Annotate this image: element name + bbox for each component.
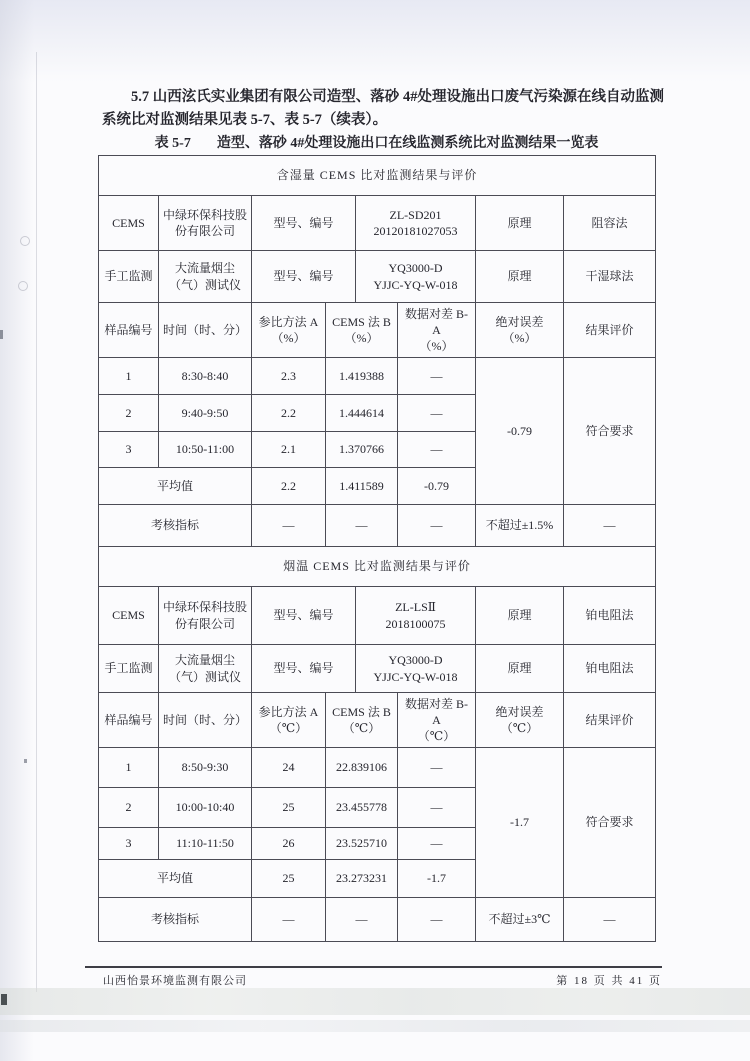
company-cell: 中绿环保科技股份有限公司 bbox=[159, 196, 252, 251]
cems-value-cell: 23.525710 bbox=[326, 828, 398, 860]
abs-limit-cell: 不超过±3℃ bbox=[476, 898, 564, 942]
footer-page-number: 第 18 页 共 41 页 bbox=[556, 975, 662, 987]
col-header-sample-no: 样品编号 bbox=[99, 693, 159, 748]
model-line: ZL-LSⅡ bbox=[395, 600, 436, 615]
table-header-row bbox=[99, 693, 656, 748]
time-cell: 11:10-11:50 bbox=[159, 828, 252, 860]
cems-value-cell: 1.444614 bbox=[326, 395, 398, 432]
table-row bbox=[99, 547, 656, 587]
table-row bbox=[99, 196, 656, 251]
cems-label-cell: CEMS bbox=[99, 196, 159, 251]
section-heading: 5.7 山西泫氏实业集团有限公司造型、落砂 4#处理设施出口废气污染源在线自动监测系统比对监测结果见表 5-7、表 5-7（续表）。 bbox=[102, 89, 664, 128]
ref-value-cell: 26 bbox=[252, 828, 326, 860]
col-header-result: 结果评价 bbox=[564, 303, 656, 358]
cems-value-cell: 1.419388 bbox=[326, 358, 398, 395]
sample-no-cell: 1 bbox=[99, 748, 159, 788]
model-line: YJJC-YQ-W-018 bbox=[373, 669, 458, 684]
model-line: 2018100075 bbox=[385, 616, 446, 631]
time-cell: 8:50-9:30 bbox=[159, 748, 252, 788]
average-label-cell: 平均值 bbox=[99, 860, 252, 898]
col-header-diff: 数据对差 B-A （%） bbox=[398, 303, 476, 358]
diff-value-cell: — bbox=[398, 748, 476, 788]
model-line: YJJC-YQ-W-018 bbox=[373, 277, 458, 292]
diff-value-cell: — bbox=[398, 505, 476, 547]
footer-company-name: 山西怡景环境监测有限公司 bbox=[103, 975, 247, 987]
ref-value-cell: — bbox=[252, 898, 326, 942]
model-value-cell bbox=[356, 251, 476, 303]
table-header-row bbox=[99, 303, 656, 358]
diff-value-cell: — bbox=[398, 828, 476, 860]
scan-bottom-band bbox=[0, 1020, 750, 1032]
instrument-cell: 大流量烟尘（气）测试仪 bbox=[159, 251, 252, 303]
table-caption-number: 表 5-7 bbox=[154, 136, 191, 151]
footer-divider bbox=[85, 966, 662, 968]
sample-no-cell: 3 bbox=[99, 828, 159, 860]
col-header-diff: 数据对差 B-A （℃） bbox=[398, 693, 476, 748]
time-cell: 10:50-11:00 bbox=[159, 432, 252, 468]
cems-value-cell: 22.839106 bbox=[326, 748, 398, 788]
col-header-result: 结果评价 bbox=[564, 693, 656, 748]
principle-label-cell: 原理 bbox=[476, 587, 564, 645]
model-line: YQ3000-D bbox=[388, 653, 443, 668]
scan-bottom-band bbox=[0, 988, 750, 1015]
table-caption bbox=[98, 132, 655, 152]
assessment-label-cell: 考核指标 bbox=[99, 505, 252, 547]
col-header-abs-error: 绝对误差 （℃） bbox=[476, 693, 564, 748]
table-row bbox=[99, 156, 656, 196]
col-header-cems: CEMS 法 B （%） bbox=[326, 303, 398, 358]
table-caption-title: 造型、落砂 4#处理设施出口在线监测系统比对监测结果一览表 bbox=[216, 136, 599, 151]
manual-label-cell: 手工监测 bbox=[99, 645, 159, 693]
scan-fold-line bbox=[36, 52, 37, 992]
cems-label-cell: CEMS bbox=[99, 587, 159, 645]
scan-top-tint bbox=[0, 0, 750, 82]
ref-value-cell: 2.1 bbox=[252, 432, 326, 468]
table-row bbox=[99, 587, 656, 645]
section-title: 含湿量 CEMS 比对监测结果与评价 bbox=[99, 156, 656, 196]
evaluation-cell: 符合要求 bbox=[564, 358, 656, 505]
diff-value-cell: — bbox=[398, 898, 476, 942]
instrument-cell: 大流量烟尘（气）测试仪 bbox=[159, 645, 252, 693]
model-value-cell bbox=[356, 196, 476, 251]
cems-value-cell: 1.370766 bbox=[326, 432, 398, 468]
scan-speck bbox=[1, 994, 7, 1005]
scan-speck bbox=[0, 330, 3, 339]
evaluation-cell: 符合要求 bbox=[564, 748, 656, 898]
model-line: 20120181027053 bbox=[373, 224, 458, 238]
diff-value-cell: -0.79 bbox=[398, 468, 476, 505]
model-value-cell bbox=[356, 645, 476, 693]
assessment-row bbox=[99, 898, 656, 942]
time-cell: 9:40-9:50 bbox=[159, 395, 252, 432]
col-header-time: 时间（时、分） bbox=[159, 303, 252, 358]
result-cell: — bbox=[564, 898, 656, 942]
table-row bbox=[99, 251, 656, 303]
ref-value-cell: 25 bbox=[252, 788, 326, 828]
col-header-time: 时间（时、分） bbox=[159, 693, 252, 748]
col-header-cems: CEMS 法 B （℃） bbox=[326, 693, 398, 748]
cems-value-cell: 23.455778 bbox=[326, 788, 398, 828]
sample-row bbox=[99, 358, 656, 395]
principle-value-cell: 铂电阻法 bbox=[564, 645, 656, 693]
model-label-cell: 型号、编号 bbox=[252, 251, 356, 303]
principle-label-cell: 原理 bbox=[476, 251, 564, 303]
assessment-label-cell: 考核指标 bbox=[99, 898, 252, 942]
abs-error-cell: -1.7 bbox=[476, 748, 564, 898]
sample-no-cell: 1 bbox=[99, 358, 159, 395]
scan-speck bbox=[24, 759, 27, 763]
model-label-cell: 型号、编号 bbox=[252, 587, 356, 645]
abs-error-cell: -0.79 bbox=[476, 358, 564, 505]
scan-left-edge bbox=[0, 0, 34, 1061]
sample-row bbox=[99, 748, 656, 788]
col-header-sample-no: 样品编号 bbox=[99, 303, 159, 358]
ref-value-cell: 25 bbox=[252, 860, 326, 898]
model-value-cell bbox=[356, 587, 476, 645]
time-cell: 10:00-10:40 bbox=[159, 788, 252, 828]
ref-value-cell: 2.2 bbox=[252, 395, 326, 432]
diff-value-cell: — bbox=[398, 788, 476, 828]
cems-value-cell: — bbox=[326, 898, 398, 942]
ref-value-cell: 24 bbox=[252, 748, 326, 788]
cems-value-cell: 23.273231 bbox=[326, 860, 398, 898]
model-label-cell: 型号、编号 bbox=[252, 196, 356, 251]
sample-no-cell: 3 bbox=[99, 432, 159, 468]
assessment-row bbox=[99, 505, 656, 547]
company-cell: 中绿环保科技股份有限公司 bbox=[159, 587, 252, 645]
abs-limit-cell: 不超过±1.5% bbox=[476, 505, 564, 547]
table-row bbox=[99, 645, 656, 693]
col-header-ref: 参比方法 A （℃） bbox=[252, 693, 326, 748]
model-line: YQ3000-D bbox=[388, 261, 443, 276]
principle-value-cell: 干湿球法 bbox=[564, 251, 656, 303]
model-label-cell: 型号、编号 bbox=[252, 645, 356, 693]
ref-value-cell: 2.3 bbox=[252, 358, 326, 395]
cems-value-cell: 1.411589 bbox=[326, 468, 398, 505]
section-title: 烟温 CEMS 比对监测结果与评价 bbox=[99, 547, 656, 587]
principle-label-cell: 原理 bbox=[476, 196, 564, 251]
diff-value-cell: -1.7 bbox=[398, 860, 476, 898]
cems-value-cell: — bbox=[326, 505, 398, 547]
scan-hole-mark bbox=[18, 281, 28, 291]
principle-value-cell: 阻容法 bbox=[564, 196, 656, 251]
diff-value-cell: — bbox=[398, 395, 476, 432]
model-line: ZL-SD201 bbox=[389, 207, 442, 222]
result-cell: — bbox=[564, 505, 656, 547]
scan-hole-mark bbox=[20, 236, 30, 246]
principle-label-cell: 原理 bbox=[476, 645, 564, 693]
col-header-ref: 参比方法 A （%） bbox=[252, 303, 326, 358]
time-cell: 8:30-8:40 bbox=[159, 358, 252, 395]
diff-value-cell: — bbox=[398, 432, 476, 468]
sample-no-cell: 2 bbox=[99, 395, 159, 432]
diff-value-cell: — bbox=[398, 358, 476, 395]
principle-value-cell: 铂电阻法 bbox=[564, 587, 656, 645]
sample-no-cell: 2 bbox=[99, 788, 159, 828]
ref-value-cell: 2.2 bbox=[252, 468, 326, 505]
comparison-results-table bbox=[98, 155, 656, 942]
average-label-cell: 平均值 bbox=[99, 468, 252, 505]
manual-label-cell: 手工监测 bbox=[99, 251, 159, 303]
col-header-abs-error: 绝对误差 （%） bbox=[476, 303, 564, 358]
ref-value-cell: — bbox=[252, 505, 326, 547]
